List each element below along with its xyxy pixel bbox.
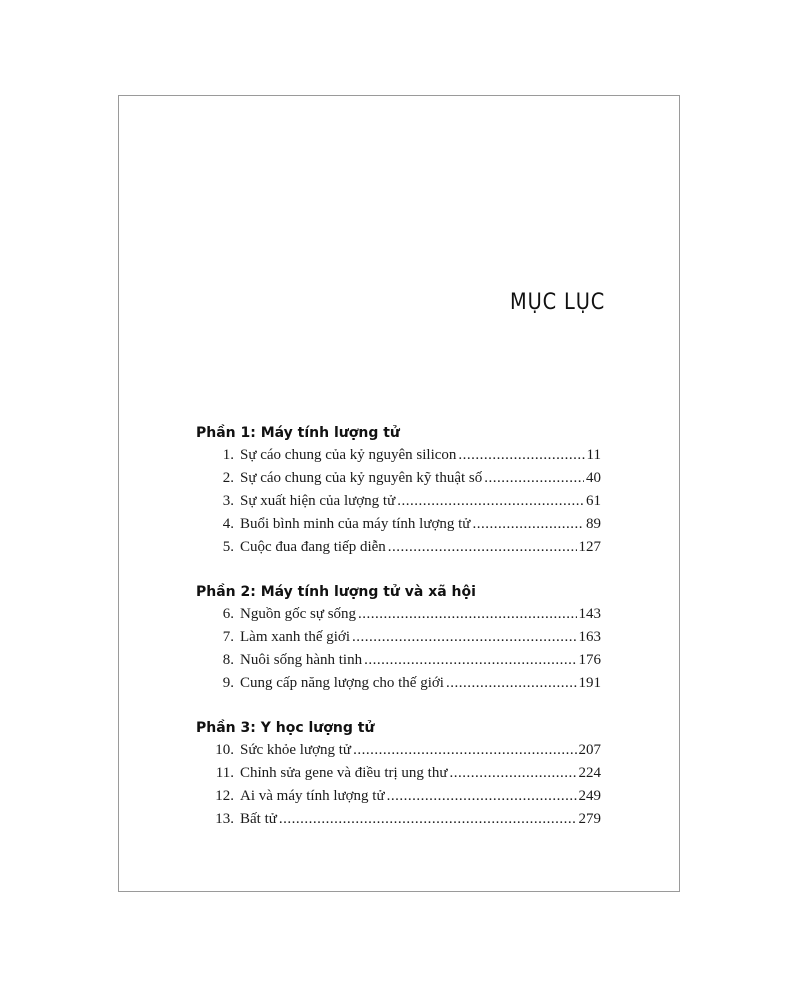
page-number: 11: [586, 447, 601, 463]
chapter-title: Sự xuất hiện của lượng tử: [240, 493, 396, 509]
dot-leader: [358, 603, 576, 626]
chapter-number: 4.: [222, 516, 234, 532]
chapter-title: Làm xanh thế giới: [240, 629, 350, 645]
chapter-title: Sự cáo chung của kỷ nguyên kỹ thuật số: [240, 470, 483, 486]
toc-entry: [196, 467, 601, 490]
dot-leader: [472, 513, 584, 536]
dot-leader: [279, 808, 577, 831]
page-number: 61: [586, 493, 601, 509]
chapter-number: 2.: [222, 470, 234, 486]
dot-leader: [388, 536, 577, 559]
chapter-number: 9.: [222, 675, 234, 691]
chapter-number: 6.: [222, 606, 234, 622]
toc-entry: [196, 536, 601, 559]
part-title: Phần 3: Y học lượng tử: [196, 720, 375, 736]
toc-entry: [196, 739, 601, 762]
toc-entry: [196, 649, 601, 672]
chapter-number: 5.: [222, 539, 234, 555]
toc-entry: [196, 603, 601, 626]
page-number: 207: [578, 742, 601, 758]
dot-leader: [364, 649, 576, 672]
toc-heading: MỤC LỤC: [509, 290, 605, 315]
dot-leader: [387, 785, 577, 808]
chapter-number: 12.: [215, 788, 234, 804]
page-number: 127: [578, 539, 601, 555]
chapter-title: Nuôi sống hành tinh: [240, 652, 363, 668]
toc-entry: [196, 785, 601, 808]
toc-part-1: [196, 422, 601, 559]
page-number: 163: [578, 629, 601, 645]
toc-entry: [196, 444, 601, 467]
dot-leader: [484, 467, 584, 490]
chapter-number: 11.: [215, 765, 234, 781]
chapter-number: 8.: [222, 652, 234, 668]
dot-leader: [446, 672, 577, 695]
page-number: 143: [578, 606, 601, 622]
page-number: 191: [578, 675, 601, 691]
part-title: Phần 1: Máy tính lượng tử: [196, 425, 400, 441]
chapter-title: Nguồn gốc sự sống: [240, 606, 357, 622]
page-number: 40: [586, 470, 601, 486]
chapter-title: Sự cáo chung của kỷ nguyên silicon: [240, 447, 457, 463]
dot-leader: [353, 739, 576, 762]
chapter-number: 1.: [222, 447, 234, 463]
chapter-title: Chỉnh sửa gene và điều trị ung thư: [240, 765, 448, 781]
dot-leader: [352, 626, 577, 649]
chapter-title: Sức khỏe lượng tử: [240, 742, 352, 758]
toc-entry: [196, 490, 601, 513]
page-number: 279: [578, 811, 601, 827]
part-title: Phần 2: Máy tính lượng tử và xã hội: [196, 584, 476, 600]
table-of-contents: [196, 422, 601, 853]
toc-entry: [196, 626, 601, 649]
chapter-number: 13.: [215, 811, 234, 827]
chapter-number: 3.: [222, 493, 234, 509]
chapter-title: Bất tử: [240, 811, 277, 827]
page-number: 249: [578, 788, 601, 804]
chapter-number: 7.: [222, 629, 234, 645]
page-number: 89: [586, 516, 601, 532]
dot-leader: [458, 444, 584, 467]
page-number: 224: [578, 765, 601, 781]
toc-entry: [196, 672, 601, 695]
dot-leader: [449, 762, 576, 785]
chapter-title: Ai và máy tính lượng tử: [240, 788, 385, 804]
dot-leader: [397, 490, 584, 513]
toc-entry: [196, 762, 601, 785]
chapter-number: 10.: [215, 742, 234, 758]
toc-part-2: [196, 581, 601, 695]
chapter-title: Cuộc đua đang tiếp diễn: [240, 539, 386, 555]
chapter-title: Cung cấp năng lượng cho thế giới: [240, 675, 444, 691]
toc-entry: [196, 513, 601, 536]
toc-entry: [196, 808, 601, 831]
page-number: 176: [578, 652, 601, 668]
chapter-title: Buổi bình minh của máy tính lượng tử: [240, 516, 471, 532]
toc-part-3: [196, 717, 601, 831]
book-page: [118, 95, 680, 892]
